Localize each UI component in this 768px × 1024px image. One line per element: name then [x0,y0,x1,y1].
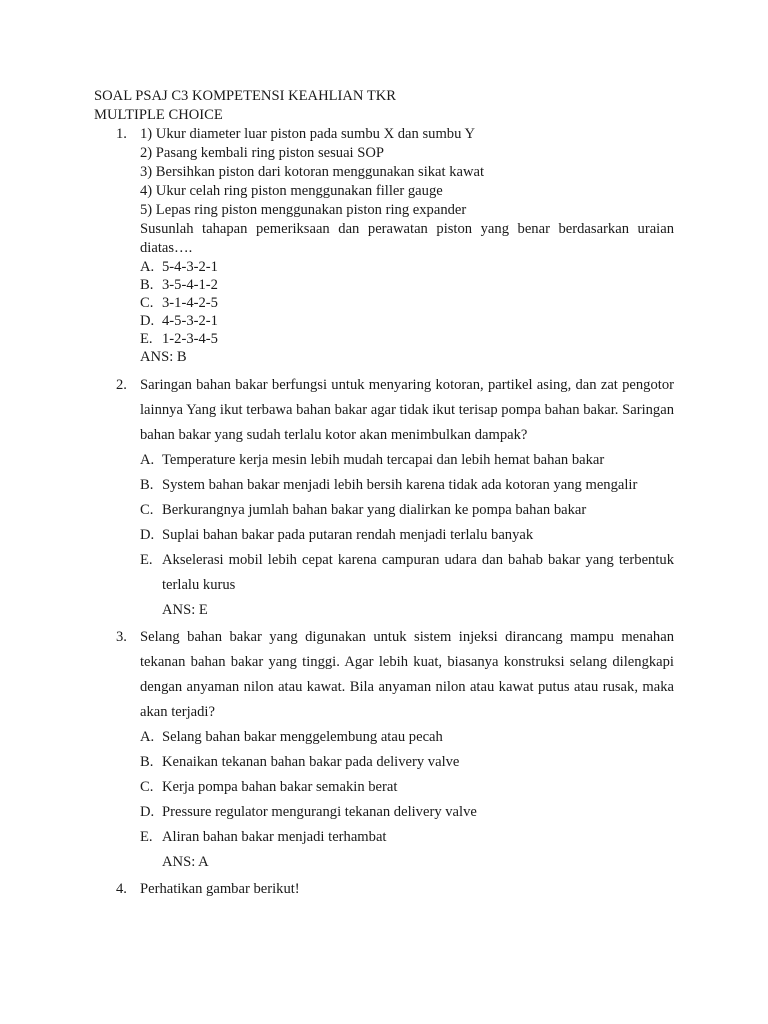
question-body [140,877,674,902]
step-item: 3) Bersihkan piston dari kotoran menggunakan sikat kawat [140,164,485,180]
answer-option [140,800,674,825]
option-letter: A. [140,729,155,745]
option-text: 3-5-4-1-2 [162,277,218,293]
option-text: Berkurangnya jumlah bahan bakar yang dialirkan ke pompa bahan bakar [162,502,587,518]
option-letter: C. [140,502,154,518]
option-text: Temperature kerja mesin lebih mudah tercapai dan lebih hemat bahan bakar [162,452,605,468]
answer-option [140,294,674,312]
option-text: Selang bahan bakar menggelembung atau pecah [162,729,443,745]
document-title: SOAL PSAJ C3 KOMPETENSI KEAHLIAN TKR [94,88,397,104]
answer-option [140,276,674,294]
question-body [140,373,674,623]
option-text: 4-5-3-2-1 [162,313,218,329]
option-letter: B. [140,277,154,293]
answer-option [140,258,674,276]
option-text: Aliran bahan bakar menjadi terhambat [162,829,387,845]
option-text: 3-1-4-2-5 [162,295,218,311]
question-4 [94,877,674,902]
step-item: 2) Pasang kembali ring piston sesuai SOP [140,145,385,161]
answer-key: ANS: A [162,854,209,870]
option-letter: C. [140,779,154,795]
question-number: 4. [116,881,127,897]
question-number: 3. [116,629,127,645]
option-text: Akselerasi mobil lebih cepat karena campuran udara dan bahab bakar yang terbentuk terlalu kurus [162,552,674,593]
option-text: System bahan bakar menjadi lebih bersih karena tidak ada kotoran yang mengalir [162,477,638,493]
answer-option [140,548,674,598]
option-letter: D. [140,804,155,820]
question-2 [94,373,674,623]
question-3 [94,625,674,875]
option-letter: D. [140,313,155,329]
answer-option [140,473,674,498]
answer-key: ANS: E [162,602,208,618]
step-item: 4) Ukur celah ring piston menggunakan filler gauge [140,183,443,199]
question-stem: Selang bahan bakar yang digunakan untuk sistem injeksi dirancang mampu menahan tekanan bahan bakar yang tinggi. Agar lebih kuat, biasanya konstruksi selang dilengkapi dengan anyaman nilon atau kawat. Bila anyaman nilon atau kawat putus atau rusak, maka akan terjadi? [140,629,674,720]
question-number: 2. [116,377,127,393]
option-text: 1-2-3-4-5 [162,331,218,347]
option-letter: E. [140,552,153,568]
document-subtitle: MULTIPLE CHOICE [94,107,223,123]
option-letter: B. [140,754,154,770]
question-1 [94,125,674,367]
option-letter: A. [140,259,155,275]
answer-option [140,498,674,523]
document-header [94,87,396,125]
question-body [140,125,674,367]
option-letter: B. [140,477,154,493]
question-stem: Susunlah tahapan pemeriksaan dan perawatan piston yang benar berdasarkan uraian diatas…. [140,221,674,256]
step-item: 1) Ukur diameter luar piston pada sumbu X dan sumbu Y [140,126,476,142]
option-letter: C. [140,295,154,311]
option-letter: E. [140,829,153,845]
question-stem: Perhatikan gambar berikut! [140,881,300,897]
option-text: 5-4-3-2-1 [162,259,218,275]
answer-option [140,523,674,548]
option-letter: E. [140,331,153,347]
option-text: Kenaikan tekanan bahan bakar pada delivery valve [162,754,460,770]
option-text: Kerja pompa bahan bakar semakin berat [162,779,398,795]
answer-key: ANS: B [140,349,187,365]
option-text: Suplai bahan bakar pada putaran rendah menjadi terlalu banyak [162,527,534,543]
step-item: 5) Lepas ring piston menggunakan piston ring expander [140,202,467,218]
question-number: 1. [116,126,127,142]
answer-option [140,330,674,348]
answer-option [140,825,674,850]
question-stem: Saringan bahan bakar berfungsi untuk menyaring kotoran, partikel asing, dan zat pengotor lainnya Yang ikut terbawa bahan bakar agar tidak ikut terisap pompa bahan bakar. Saringan bahan bakar yang sudah terlalu kotor akan menimbulkan dampak? [140,377,674,443]
option-letter: A. [140,452,155,468]
option-letter: D. [140,527,155,543]
answer-option [140,312,674,330]
option-text: Pressure regulator mengurangi tekanan delivery valve [162,804,477,820]
question-body [140,625,674,875]
answer-option [140,750,674,775]
answer-option [140,775,674,800]
answer-option [140,448,674,473]
answer-option [140,725,674,750]
